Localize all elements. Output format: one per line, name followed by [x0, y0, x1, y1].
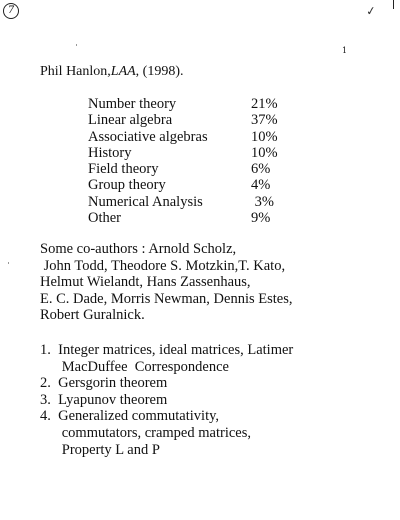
numbered-list-line: 4. Generalized commutativity, — [40, 408, 220, 425]
document-title — [40, 64, 184, 80]
numbered-list-line: commutators, cramped matrices, — [40, 424, 251, 441]
scan-speck — [76, 44, 77, 46]
corner-tick-mark — [393, 0, 394, 9]
numbered-list-line: MacDuffee Correspondence — [40, 358, 229, 375]
topic-name: Group theory — [88, 177, 166, 194]
numbered-list-line: Property L and P — [40, 441, 160, 458]
coauthors-line: John Todd, Theodore S. Motzkin,T. Kato, — [40, 257, 286, 274]
topic-row — [88, 194, 278, 210]
coauthors-line: E. C. Dade, Morris Newman, Dennis Estes, — [40, 290, 293, 307]
topic-row — [88, 145, 278, 161]
topic-row — [88, 210, 278, 226]
publication-year: , (1998). — [135, 64, 184, 79]
topic-percent: 6% — [251, 161, 271, 178]
coauthors-line: Helmut Wielandt, Hans Zassenhaus, — [40, 274, 251, 291]
topic-percent: 37% — [251, 112, 278, 129]
topic-row — [88, 161, 278, 177]
topic-row — [88, 129, 278, 145]
topic-percent: 10% — [251, 128, 278, 145]
author-name: Phil Hanlon, — [40, 64, 111, 79]
topic-name: History — [88, 144, 132, 161]
topic-percent: 9% — [251, 210, 271, 227]
coauthors-line: Some co-authors : Arnold Scholz, — [40, 241, 237, 257]
handwritten-check-mark: ✓ — [365, 3, 377, 19]
topic-name: Numerical Analysis — [88, 193, 203, 210]
topic-name: Other — [88, 210, 122, 227]
page-number: 1 — [342, 46, 348, 55]
topic-name: Number theory — [88, 96, 177, 112]
topic-breakdown-table — [88, 96, 278, 226]
numbered-list-line: 3. Lyapunov theorem — [40, 391, 168, 408]
journal-name: LAA — [110, 64, 136, 79]
topic-row — [88, 177, 278, 193]
topic-name: Linear algebra — [88, 112, 173, 129]
topic-row — [88, 112, 278, 128]
numbered-list-line: 1. Integer matrices, ideal matrices, Latimer — [40, 342, 294, 358]
topic-percent: 3% — [251, 193, 274, 210]
topic-row — [88, 96, 278, 112]
coauthors-paragraph — [40, 241, 395, 324]
topic-percent: 10% — [251, 144, 278, 161]
numbered-topics-list — [40, 342, 293, 458]
topic-percent: 21% — [251, 96, 278, 112]
circled-page-number: 7 — [3, 3, 19, 19]
topic-name: Associative algebras — [88, 128, 208, 145]
coauthors-line: Robert Guralnick. — [40, 307, 145, 324]
scan-speck — [8, 262, 9, 264]
topic-percent: 4% — [251, 177, 271, 194]
numbered-list-line: 2. Gersgorin theorem — [40, 375, 168, 392]
topic-name: Field theory — [88, 161, 159, 178]
